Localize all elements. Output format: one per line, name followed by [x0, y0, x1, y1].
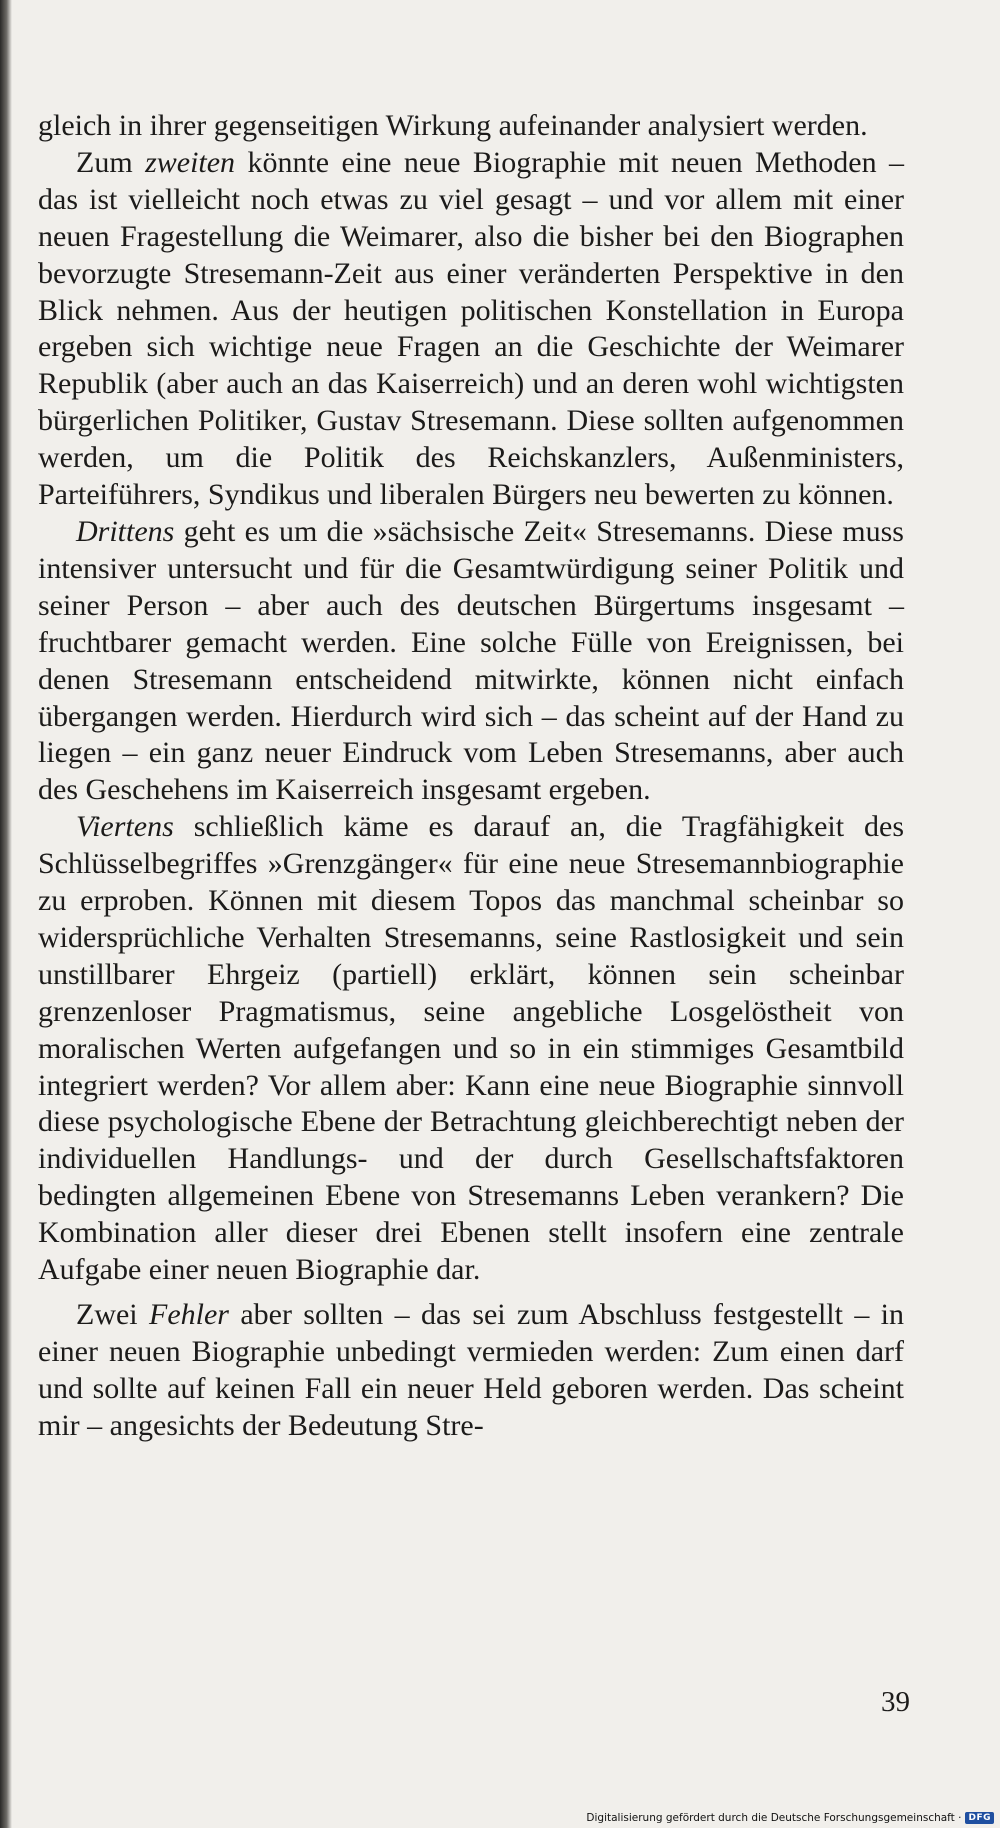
paragraph-5	[38, 1297, 904, 1445]
paragraph-2-text: könnte eine neue Biographie mit neuen Methoden – das ist vielleicht noch etwas zu viel gesagt – und vor allem mit einer neuen Fragestellung die Weimarer, also die bisher bei den Biographen bevorzugte Stresemann-Zeit aus einer veränderten Perspektive in den Blick nehmen. Aus der heutigen politischen Konstellation in Europa ergeben sich wichtige neue Fragen an die Geschichte der Weimarer Republik (aber auch an das Kaiserreich) und an deren wohl wichtigsten bürgerlichen Politiker, Gustav Stresemann. Diese sollten aufgenommen werden, um die Politik des Reichskanzlers, Außenministers, Parteiführers, Syndikus und liberalen Bürgers neu bewerten zu können.	[38, 145, 904, 512]
paragraph-2-text-before: Zum	[76, 145, 146, 179]
paragraph-3-italic-lead: Drittens	[76, 514, 175, 548]
body-text	[38, 108, 904, 1445]
page-number: 39	[881, 1686, 910, 1718]
paragraph-3	[38, 514, 904, 809]
paragraph-5-italic-lead: Fehler	[149, 1298, 229, 1331]
paragraph-1	[38, 108, 904, 145]
paragraph-5-text: aber sollten – das sei zum Abschluss festgestellt – in einer neuen Biographie unbedingt vermieden werden: Zum einen darf und sollte auf keinen Fall ein neuer Held geboren werden. Das scheint mir – angesichts der Bedeutung Stre-	[38, 1298, 905, 1442]
footer-text: Digitalisierung gefördert durch die Deutsche Forschungsgemeinschaft ·	[586, 1812, 962, 1824]
paragraph-4	[38, 809, 904, 1289]
paragraph-5-text-before: Zwei	[76, 1298, 149, 1331]
paragraph-4-italic-lead: Viertens	[76, 810, 174, 844]
paragraph-2	[38, 145, 904, 514]
paragraph-3-text: geht es um die »sächsische Zeit« Stresemanns. Diese muss intensiver untersucht und für die Gesamtwürdigung seiner Politik und seiner Person – aber auch des deutschen Bürgertums insgesamt – fruchtbarer gemacht werden. Eine solche Fülle von Ereignissen, bei denen Stresemann entscheidend mitwirkte, können nicht einfach übergangen werden. Hierdurch wird sich – das scheint auf der Hand zu liegen – ein ganz neuer Eindruck vom Leben Stresemanns, aber auch des Geschehens im Kaiserreich insgesamt ergeben.	[38, 514, 904, 807]
digitization-footer	[586, 1812, 994, 1824]
paragraph-4-text: schließlich käme es darauf an, die Tragfähigkeit des Schlüsselbegriffes »Grenzgänger« für eine neue Stresemannbiographie zu erproben. Können mit diesem Topos das manchmal scheinbar so widersprüchliche Verhalten Stresemanns, seine Rastlosigkeit und sein unstillbarer Ehrgeiz (partiell) erklärt, können sein scheinbar grenzenloser Pragmatismus, seine angebliche Losgelöstheit von moralischen Werten aufgefangen und so in ein stimmiges Gesamtbild integriert werden? Vor allem aber: Kann eine neue Biographie sinnvoll diese psychologische Ebene der Betrachtung gleichberechtigt neben der individuellen Handlungs- und der durch Gesellschaftsfaktoren bedingten allgemeinen Ebene von Stresemanns Leben verankern? Die Kombination aller dieser drei Ebenen stellt insofern eine zentrale Aufgabe einer neuen Biographie dar.	[38, 810, 904, 1287]
paragraph-1-text: gleich in ihrer gegenseitigen Wirkung aufeinander analysiert werden.	[38, 109, 868, 142]
paragraph-2-italic-lead: zweiten	[145, 145, 236, 179]
dfg-logo-icon: DFG	[965, 1812, 994, 1824]
